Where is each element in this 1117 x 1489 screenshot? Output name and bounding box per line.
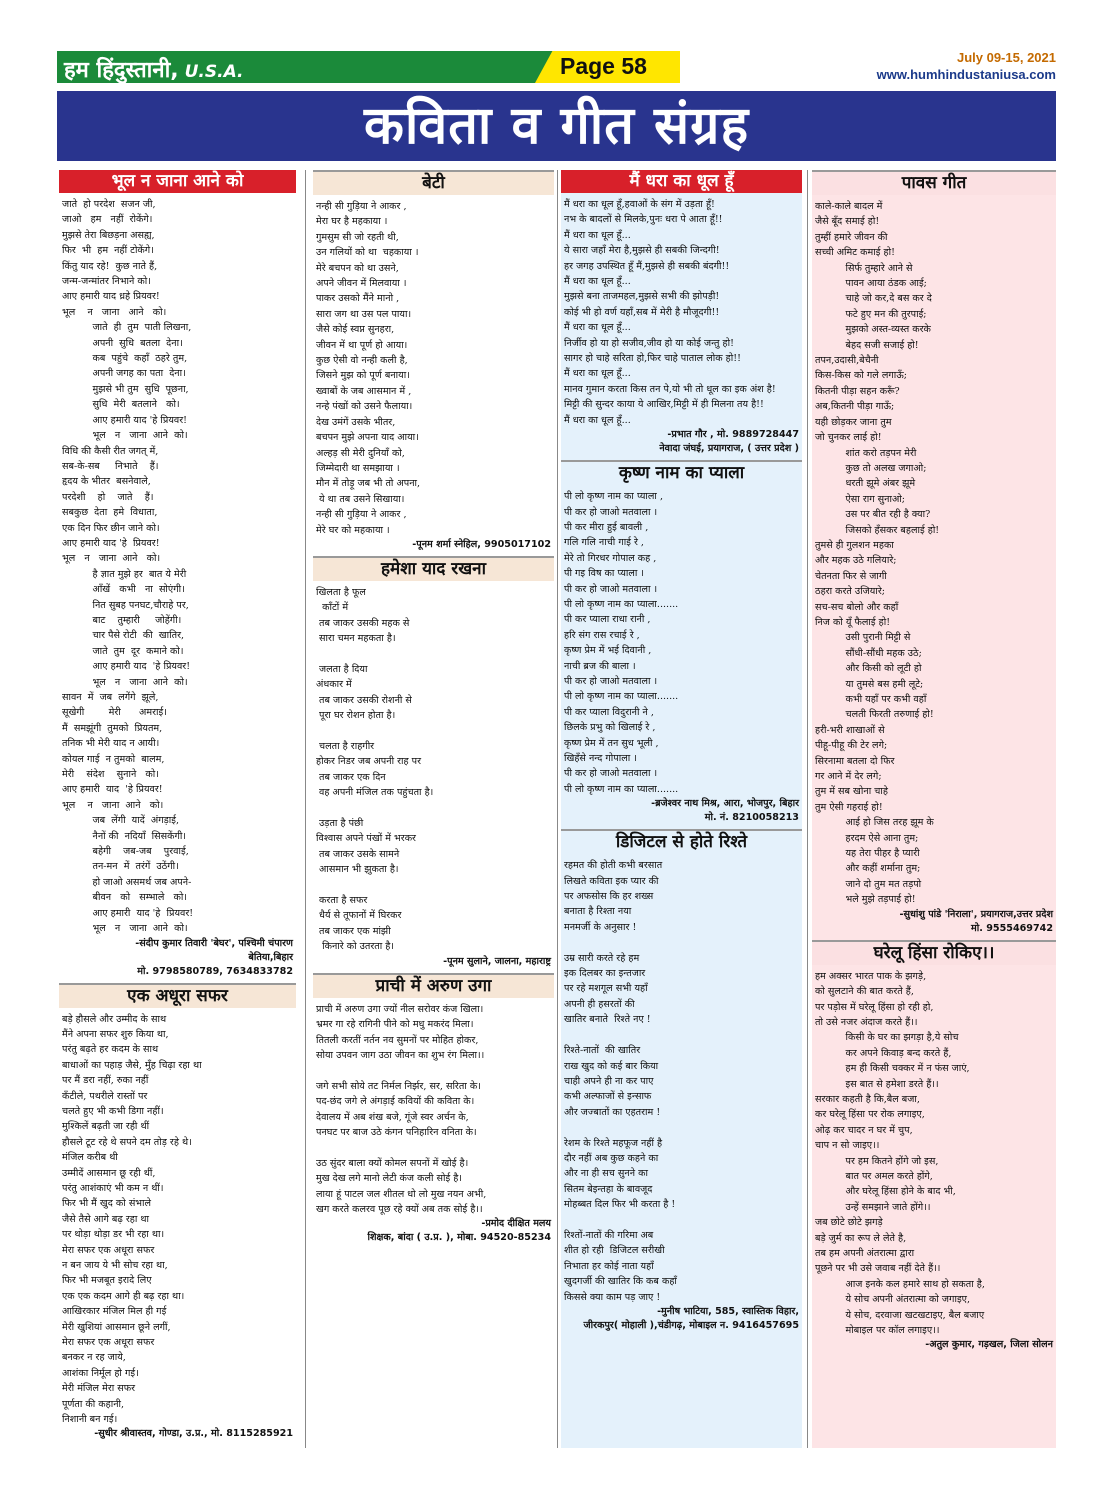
column-4 — [812, 170, 1056, 1448]
masthead-brand-suffix: U.S.A. — [184, 62, 244, 82]
column-2 — [313, 170, 554, 1448]
poem-author: -प्रभात गौर , मो. 9889728447 नेवादा जंघई, प्रयागराज, ( उत्तर प्रदेश ) — [659, 429, 799, 455]
poem-title: मैं धरा का धूल हूँ — [561, 170, 802, 193]
poem-author: -पूनम सुलाने, जालना, महाराष्ट्र — [443, 955, 551, 967]
poem-title: पावस गीत — [812, 170, 1056, 195]
poem-title: घरेलू हिंसा रोकिए।। — [812, 940, 1056, 965]
poem-author: -मुनीष भाटिया, 585, स्वास्तिक विहार, जीरकपुर( मोहाली ),चंडीगढ़, मोबाइल न. 9416457695 — [583, 1306, 799, 1331]
poem-author: -सुधांशु पांडे 'निराला', प्रयागराज,उत्तर प्रदेश मो. 9555469742 — [899, 908, 1053, 934]
column-divider — [305, 170, 306, 1448]
poem-author: -ब्रजेश्वर नाथ मिश्र, आरा, भोजपुर, बिहार मो. नं. 8210058213 — [651, 798, 799, 824]
masthead-brand: हम हिंदुस्तानी, U.S.A. — [64, 58, 244, 83]
poem-title: बेटी — [313, 170, 554, 195]
column-divider — [557, 170, 558, 1448]
poem-text: काले-काले बादल में जैसे बूँद समाई हो! तुम्हीं हमारे जीवन की सच्ची अमिट कमाई हो! सिर्फ तुम्हारे आने से पावन आया ठंडक आई; चाहे जो कर,दे बस कर दे फटे हुए मन की तुरपाई; मुझको अस्त-व्यस्त करके बेहद सजी सजाई हो! तपन,उदासी,बेचैनी किस-किस को गले लगाऊँ; कितनी पीड़ा सहन करूँ? अब,कितनी पीड़ा गाऊँ; यही छोड़कर जाना तुम जो चुनकर लाई हो! शांत करो तड़पन मेरी कुछ तो अलख जगाओ; धरती झूमे अंबर झूमे ऐसा राग सुनाओ; उस पर बीत रही है क्या? जिसको हँसकर बहलाई हो! तुमसे ही गुलशन महका और महक उठे गलियारे; चेतनता फिर से जागी ठहरा करते उजियारे; सच-सच बोलो और कहाँ निज को यूँ फैलाई हो! उसी पुरानी मिट्टी से सौंधी-सौंधी महक उठे; और किसी को लूटी हो या तुमसे बस हमी लूटे; कभी यहाँ पर कभी वहाँ चलती फिरती तरुणाई हो! हरी-भरी शाखाओं से पीहू-पीहू की टेर लगे; सिरनामा बतला दो फिर गर आने में देर लगे; तुम में सब खोना चाहे तुम ऐसी गहराई हो! आई हो जिस तरह झूम के हरदम ऐसे आना तुम; यह तेरा पीहर है प्यारी और कहीं शर्माना तुम; जाने दो तुम मत तड़पो भले मुझे तड़पाई हो! — [815, 201, 940, 906]
poem-author: -संदीप कुमार तिवारी 'बेघर', पश्चिमी चंपारण बेतिया,बिहार मो. 9798580789, 7634833782 — [135, 937, 293, 977]
poem-text: नन्ही सी गुड़िया ने आकर , मेरा घर है महकाया । गुमसुम सी जो रहती थी, उन गलियों को था चहकाया । मेरे बचपन को था उसने, अपने जीवन में मिलवाया । पाकर उसको मैंने मानो , सारा जग था उस पल पाया। जैसे कोई स्वप्न सुनहरा, जीवन में था पूर्ण हो आया। कुछ ऐसी वो नन्ही कली है, जिसने मुझ को पूर्ण बनाया। ख्वाबों के जब आसमान में , नन्हे पंखों को उसने फैलाया। देख उमंगें उसके भीतर, बचपन मुझे अपना याद आया। अल्हड़ सी मेरी दुनियाँ को, जिम्मेदारी था समझाया । मौन में तोड़ू जब भी तो अपना, ये था तब उसने सिखाया। नन्ही सी गुड़िया ने आकर , मेरे घर को महकाया । — [316, 201, 421, 536]
issue-date: July 09-15, 2021 — [956, 50, 1056, 65]
poem-title: डिजिटल से होते रिश्ते — [561, 829, 802, 854]
poem-title: एक अधूरा सफर — [59, 983, 296, 1008]
poem-text: मैं धरा का धूल हूँ,हवाओं के संग में उड़ता हूँ! नभ के बादलों से मिलके,पुनः धरा पे आता हूँ!! मैं धरा का धूल हूँ... ये सारा जहाँ मेरा है,मुझसे ही सबकी जिन्दगी! हर जगह उपस्थित हूँ मैं,मुझसे ही सबकी बंदगी!! मैं धरा का धूल हूँ... मुझसे बना ताजमहल,मुझसे सभी की झोपड़ी! कोई भी हो वर्ण यहाँ,सब में मेरी है मौजूदगी!! मैं धरा का धूल हूँ... निर्जीव हो या हो सजीव,जीव हो या कोई जन्तु हो! सागर हो चाहे सरिता हो,फिर चाहे पाताल लोक हो!! मैं धरा का धूल हूँ... मानव गुमान करता किस तन पे,यो भी तो धूल का इक अंश है! मिट्टी की सुन्दर काया ये आखिर,मिट्टी में ही मिलना तय है!! मैं धरा का धूल हूँ... — [564, 199, 776, 426]
poem-title: भूल न जाना आने को — [59, 170, 296, 193]
poem-text: बड़े हौसले और उम्मीद के साथ मैंने अपना सफर शुरु किया था, परंतु बढ़ते हर कदम के साथ बाधाओं का पहाड़ जैसे, मुँह चिढ़ा रहा था पर मैं डरा नहीं, रुका नहीं कँटीले, पथरीले रास्तों पर चलते हुए भी कभी डिगा नहीं। मुश्किलें बढ़ती जा रही थीं हौसले टूट रहे थे सपने दम तोड़ रहे थे। मंजिल करीब थी उम्मीदें आसमान छू रही थीं, परंतु आशंकाएं भी कम न थीं। फिर भी मैं खुद को संभाले जैसे तैसे आगे बढ़ रहा था पर थोड़ा थोड़ा डर भी रहा था। मेरा सफर एक अधूरा सफर न बन जाय ये भी सोच रहा था, फिर भी मजबूत इरादे लिए एक एक कदम आगे ही बढ़ रहा था। आखिरकार मंजिल मिल ही गई मेरी खुशियां आसमान छूने लगीं, मेरा सफर एक अधूरा सफर बनकर न रह जाये, आशंका निर्मूल हो गई। मेरी मंजिल मेरा सफर पूर्णता की कहानी, निशानी बन गई। — [62, 1013, 202, 1426]
column-3 — [561, 170, 802, 1448]
poem-text: प्राची में अरुण उगा ज्यों नील सरोवर कंज खिला। भ्रमर गा रहे रागिनी पीने को मधु मकरंद मिला। तितली करतीं नर्तन नव सुमनों पर मोहित होकर, सोया उपवन जाग उठा जीवन का शुभ रंग मिला।। जगे सभी सोये तट निर्मल निर्झर, सर, सरिता के। पद-छंद जगे ले अंगड़ाई कवियों की कविता के। देवालय में अब शंख बजे, गूंजे स्वर अर्चन के, पनघट पर बाज उठे कंगन पनिहारिन वनिता के। उठ सुंदर बाला क्यों कोमल सपनों में खोई है। मुख देख लगे मानो लेटी कंज कली सोई है। लाया हूं पाटल जल शीतल धो लो मुख नयन अभी, खग करते कलरव पूछ रहे क्यों अब तक सोई है।। — [316, 1003, 487, 1215]
poem-text: हम अक्सर भारत पाक के झगड़े, को सुलटाने की बात करते हैं, पर पड़ोस में घरेलू हिंसा हो रही हो, तो उसे नजर अंदाज करते हैं।। किसी के घर का झगड़ा है,ये सोच कर अपने किवाड़ बन्द करते हैं, हम ही किसी चक्कर में न फंस जाएं, इस बात से हमेशा डरते हैं।। सरकार कहती है कि,बैल बजा, कर घरेलू हिंसा पर रोक लगाइए, ओढ़ कर चादर न घर में चुप, चाप न सो जाइए।। पर हम कितने होंगे जो इस, बात पर अमल करते होंगे, और घरेलू हिंसा होने के बाद भी, उन्हें समझाने जाते होंगे।। जब छोटे छोटे झगड़े बड़े जुर्म का रूप ले लेते है, तब हम अपनी अंतरात्मा द्वारा पूछने पर भी उसे जवाब नहीं देते हैं।। आज इनके कल हमारे साथ हो सकता है, ये सोच अपनी अंतरात्मा को जगाइए, ये सोच, दरवाजा खटखटाइए, बैल बजाए मोबाइल पर कॉल लगाइए।। — [815, 970, 985, 1337]
website-link[interactable]: www.humhindustaniusa.com — [876, 67, 1056, 82]
poem-text: जाते हो परदेश सजन जी, जाओ हम नहीं रोकेंगे। मुझसे तेरा बिछड़ना असह्य, फिर भी हम नहीं टोकेंगे। किंतु याद रहे! कुछ नाते हैं, जन्म-जन्मांतर निभाने को। आए हमारी याद ध्रहे प्रियवर! भूल न जाना आने को। जाते ही तुम पाती लिखना, अपनी सुधि बतला देना। कब पहुंचे कहाँ ठहरे तुम, अपनी जगह का पता देना। मुझसे भी तुम सुधि पूछना, सुधि मेरी बतलाने को। आए हमारी याद 'हे प्रियवर! भूल न जाना आने को। विधि की कैसी रीत जगत् में, सब-के-सब निभाते हैं। हृदय के भीतर बसनेवाले, परदेशी हो जाते हैं। सबकुछ देता हमे विधाता, एक दिन फिर छीन जाने को। आए हमारी याद 'हे प्रियवर! भूल न जाना आने को। है ज्ञात मुझे हर बात ये मेरी आँखें कभी ना सोएंगी। नित सुबह पनघट,चौराहे पर, बाट तुम्हारी जोहेंगी। चार पैसे रोटी की खातिर, जाते तुम दूर कमाने को। आए हमारी याद 'हे प्रियवर! भूल न जाना आने को। सावन में जब लगेंगे झूले, सूखेगी मेरी अमराई। मैं समझूंगी तुमको प्रियतम, तनिक भी मेरी याद न आयी। कोयल गाई न तुमको बालम, मेरी संदेश सुनाने को। आए हमारी याद 'हे प्रियवर! भूल न जाना आने को। जब लेंगी यादें अंगड़ाई, नैनों की नदियाँ सिसकेंगी। बहेगी जब-जब पुरवाई, तन-मन में तरंगें उठेंगी। हो जाओ असमर्थ जब अपने- बीवन को सम्भाले को। आए हमारी याद 'हे प्रियवर! भूल न जाना आने को। — [62, 199, 194, 935]
poem-title: हमेशा याद रखना — [313, 556, 554, 581]
poem-text: पी लो कृष्ण नाम का प्याला , पी कर हो जाओ मतवाला । पी कर मीरा हुई बावली , गलि गलि नाची गाई रे , मेरे तो गिरधर गोपाल कह , पी गइ विष का प्याला । पी कर हो जाओ मतवाला । पी लो कृष्ण नाम का प्याला....... पी कर प्याला राधा रानी , हरि संग रास रचाई रे , कृष्ण प्रेम में भई दिवानी , नाची ब्रज की बाला । पी कर हो जाओ मतवाला । पी लो कृष्ण नाम का प्याला....... पी कर प्याला विदुरानी ने , छिलके प्रभु को खिलाई रे , कृष्ण प्रेम में तन सुध भूली , खिहँसे नन्द गोपाला । पी कर हो जाओ मतवाला । पी लो कृष्ण नाम का प्याला....... — [564, 491, 679, 795]
poem-author: -अतुल कुमार, गड़खल, जिला सोलन — [925, 1339, 1053, 1351]
column-1 — [59, 170, 296, 1448]
poem-text: रहमत की होती कभी बरसात लिखते कविता इक प्यार की पर अफसोस कि हर शख्स बनाता है रिश्ता नया मनमर्जी के अनुसार ! उम्र सारी करते रहे हम इक दिलबर का इन्तजार पर रहे मशगूल सभी यहाँ अपनी ही हसरतों की खातिर बनाते रिश्ते नए ! रिश्ते-नातों की खातिर राख खुद को कई बार किया चाही अपने ही ना कर पाए कभी अल्फाजों से इन्साफ और जज्बातों का एहतराम ! रेशम के रिश्ते महफूज नहीं है दौर नहीं अब कुछ कहने का और ना ही सच सुनने का सितम बेइन्तहा के बावजूद मोहब्बत दिल फिर भी करता है ! रिश्तों-नातों की गरिमा अब शीत हो रही डिजिटल सरीखी निभाता हर कोई नाता यहाँ खुदगर्जी की खातिर कि कब कहाँ किससे क्या काम पड़ जाए ! — [564, 860, 677, 1303]
poem-author: -पूनम शर्मा स्नेहिल, 9905017102 — [412, 538, 551, 550]
poem-text: खिलता है फूल काँटों में तब जाकर उसकी महक से सारा चमन महकता है। जलता है दिया अंधकार में तब जाकर उसकी रोशनी से पूरा घर रोशन होता है। चलता है राहगीर होकर निडर जब अपनी राह पर तब जाकर एक दिन वह अपनी मंजिल तक पहुंचता है। उड़ता है पंछी विश्वास अपने पंखों में भरकर तब जाकर उसके सामने आसमान भी झुकता है। करता है सफर धैर्य से तूफानों में घिरकर तब जाकर एक मांझी किनारे को उतरता है। — [316, 586, 434, 953]
poem-title: कृष्ण नाम का प्याला — [561, 460, 802, 485]
poem-title: प्राची में अरुण उगा — [313, 973, 554, 998]
poem-author: -प्रमोद दीक्षित मलय शिक्षक, बांदा ( उ.प्र. ), मोबा. 94520-85234 — [367, 1218, 551, 1244]
section-title: कविता व गीत संग्रह — [363, 96, 750, 156]
poem-author: -सुधीर श्रीवास्तव, गोण्डा, उ.प्र., मो. 8115285921 — [94, 1428, 293, 1440]
column-divider — [807, 170, 808, 1448]
page-number: Page 58 — [560, 53, 647, 79]
